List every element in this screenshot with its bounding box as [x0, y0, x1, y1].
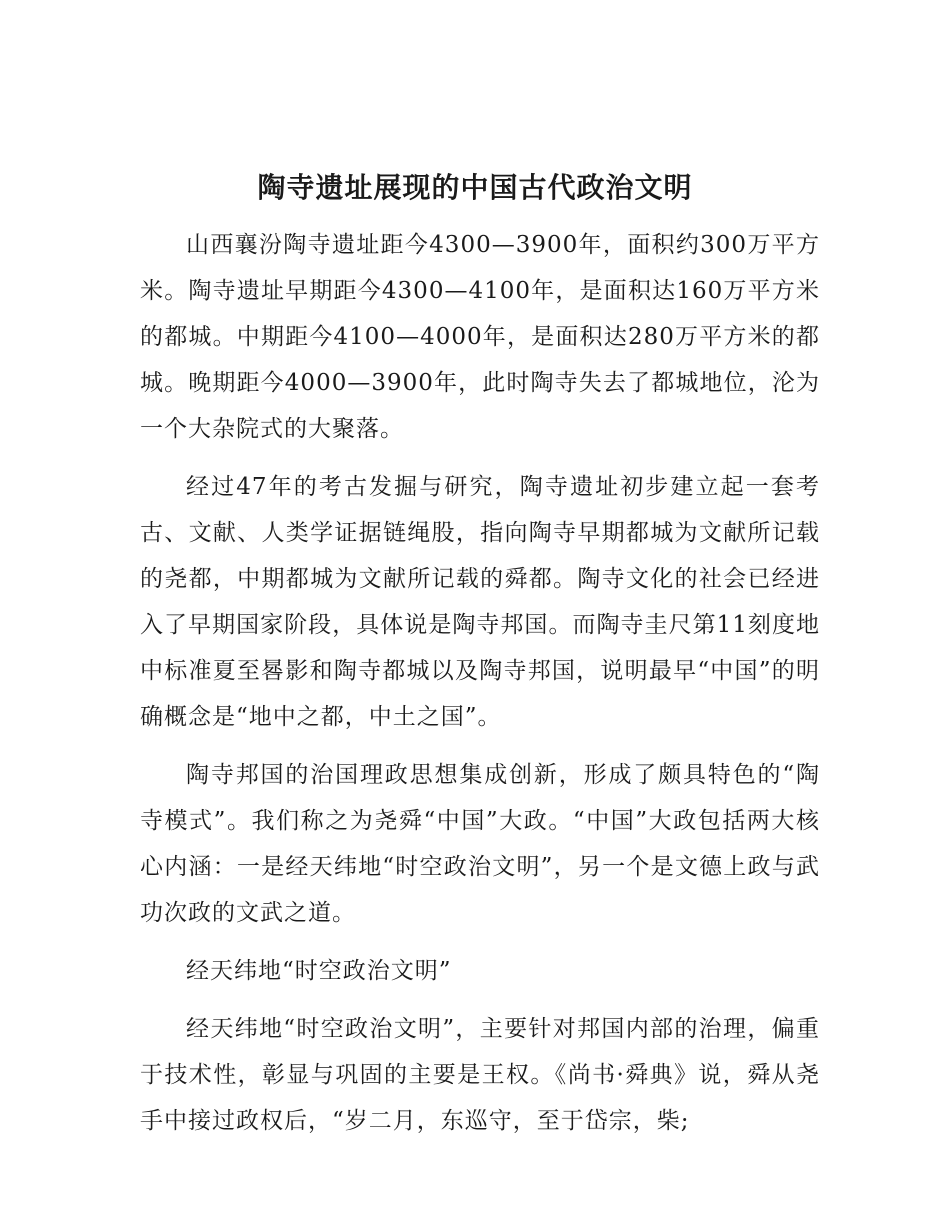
paragraph-2: 经过47年的考古发掘与研究，陶寺遗址初步建立起一套考古、文献、人类学证据链绳股，指向陶寺早期都城为文献所记载的尧都，中期都城为文献所记载的舜都。陶寺文化的社会已经进入了早期国家阶段，具体说是陶寺邦国。而陶寺圭尺第11刻度地中标准夏至晷影和陶寺都城以及陶寺邦国，说明最早“中国”的明确概念是“地中之都，中土之国”。	[140, 474, 820, 730]
section-heading: 经天纬地“时空政治文明”	[186, 958, 452, 984]
document-title: 陶寺遗址展现的中国古代政治文明	[257, 171, 693, 204]
paragraph-1: 山西襄汾陶寺遗址距今4300—3900年，面积约300万平方米。陶寺遗址早期距今4300—4100年，是面积达160万平方米的都城。中期距今4100—4000年，是面积达280万平方米的都城。晚期距今4000—3900年，此时陶寺失去了都城地位，沦为一个大杂院式的大聚落。	[140, 232, 820, 442]
paragraph-3: 陶寺邦国的治国理政思想集成创新，形成了颇具特色的“陶寺模式”。我们称之为尧舜“中国”大政。“中国”大政包括两大核心内涵：一是经天纬地“时空政治文明”，另一个是文德上政与武功次政的文武之道。	[140, 762, 820, 926]
document-body	[140, 222, 820, 1156]
paragraph-4: 经天纬地“时空政治文明”，主要针对邦国内部的治理，偏重于技术性，彰显与巩固的主要是王权。《尚书·舜典》说，舜从尧手中接过政权后，“岁二月，东巡守，至于岱宗，柴;	[140, 1016, 820, 1134]
